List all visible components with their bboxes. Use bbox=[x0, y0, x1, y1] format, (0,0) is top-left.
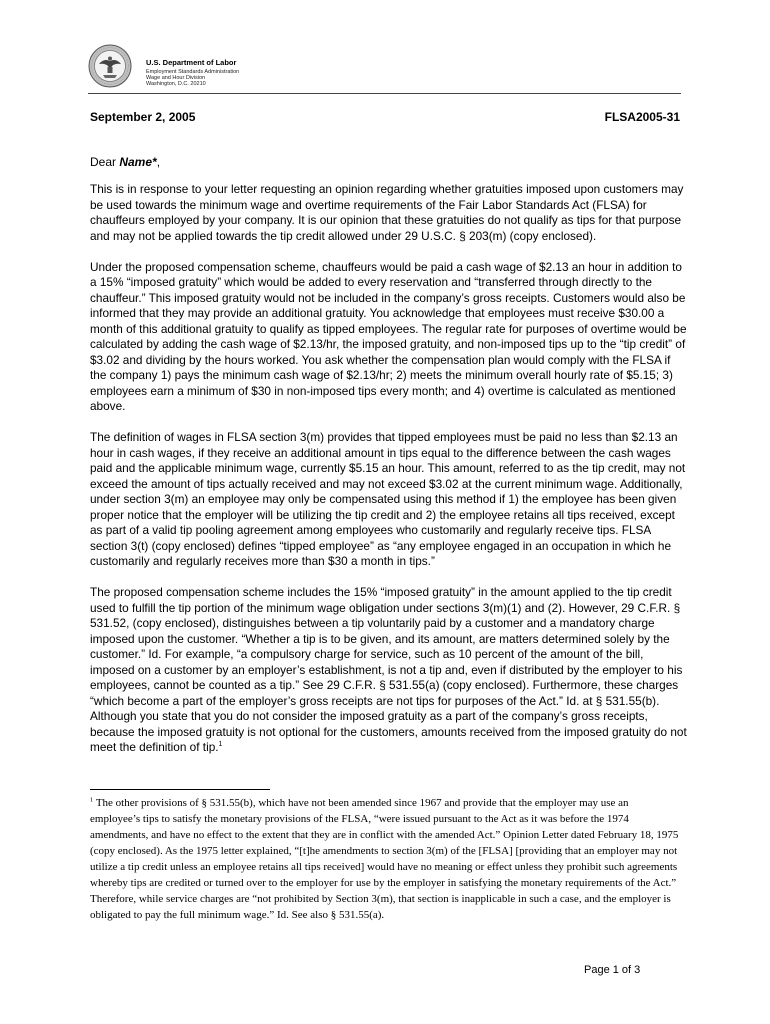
agency-name: U.S. Department of Labor bbox=[146, 58, 237, 67]
letter-reference: FLSA2005-31 bbox=[604, 110, 680, 124]
salutation-prefix: Dear bbox=[90, 155, 120, 169]
footnote-marker: 1 bbox=[90, 796, 94, 804]
department-of-labor-seal-icon bbox=[88, 44, 132, 88]
agency-subline: Wage and Hour Division bbox=[146, 74, 206, 81]
letterhead-divider bbox=[88, 93, 681, 94]
salutation-suffix: , bbox=[156, 155, 161, 169]
paragraph: The definition of wages in FLSA section 3(m) provides that tipped employees must be paid no less than $2.13 an hour in cash wages, if they receive an additional amount in tips equal to the difference between the cash wages paid and the applicable minimum wage, currently $5.15 an hour. This amount, referred to as the tip credit, may not exceed the amount of tips actually received and may not exceed $3.02 at the current minimum wage. Additionally, under section 3(m) an employee may only be compensated using this method if 1) the employee has been given proper notice that the employer will be utilizing the tip credit and 2) the employee retains all tips received, except as part of a valid tip pooling agreement among employees who customarily and regularly receive tips. FLSA section 3(t) (copy enclosed) defines “tipped employee” as “any employee engaged in an occupation in which he customarily and regularly receives more than $30 a month in tips.” bbox=[90, 430, 686, 568]
agency-subline: Employment Standards Administration bbox=[146, 68, 240, 75]
letterhead bbox=[88, 44, 688, 94]
footnote-divider bbox=[90, 789, 270, 790]
letter-date: September 2, 2005 bbox=[90, 110, 196, 124]
paragraph: Under the proposed compensation scheme, chauffeurs would be paid a cash wage of $2.13 an hour in addition to a 15% “imposed gratuity” which would be added to every reservation and “transferred through directly to the chauffeur.” This imposed gratuity would not be included in the company’s gross receipts. Customers would also be informed that they may provide an additional gratuity. You acknowledge that employees must receive $30.00 a month of this additional gratuity to qualify as tipped employees. The regular rate for purposes of overtime would be calculated by adding the cash wage of $2.13/hr, the imposed gratuity, and non-imposed tips up to the “tip credit” of $3.02 and dividing by the hours worked. You ask whether the compensation plan would comply with the FLSA if the company 1) pays the minimum cash wage of $2.13/hr; 2) meets the minimum overall hourly rate of $5.15; 3) employees earn a minimum of $30 in non-imposed tips every month; and 4) overtime is calculated as mentioned above. bbox=[90, 259, 687, 413]
agency-subline: Washington, D.C. 20210 bbox=[146, 80, 206, 87]
footnote-reference[interactable]: 1 bbox=[218, 741, 223, 749]
paragraph-text: The proposed compensation scheme includes the 15% “imposed gratuity” in the amount applied to the tip credit used to fulfill the tip portion of the minimum wage obligation under sections 3(m)(1) and (2). However, 29 C.F.R. § 531.52, (copy enclosed), distinguishes between a tip voluntarily paid by a customer and a mandatory charge imposed upon the customer. “Whether a tip is to be given, and its amount, are matters determined solely by the customer.” Id. For example, “a compulsory charge for service, such as 10 percent of the amount of the bill, imposed on a customer by an employer’s establishment, is not a tip and, even if distributed by the employer to his employees, cannot be counted as a tip.” See 29 C.F.R. § 531.55(a) (copy enclosed). Furthermore, these charges “which become a part of the employer’s gross receipts are not tips for purposes of the Act.” Id. at § 531.55(b). Although you state that you do not consider the imposed gratuity as a part of the company’s gross receipts, because the imposed gratuity is not optional for the customers, amounts received from the imposed gratuity do not meet the definition of tip. bbox=[90, 585, 687, 754]
paragraph bbox=[90, 585, 687, 756]
agency-block bbox=[146, 59, 239, 87]
paragraph: This is in response to your letter requesting an opinion regarding whether gratuities imposed upon customers may be used towards the minimum wage and overtime requirements of the Fair Labor Standards Act (FLSA) for chauffeurs employed by your company. It is our opinion that these gratuities do not qualify as tips for that purpose and may not be applied towards the tip credit allowed under 29 U.S.C. § 203(m) (copy enclosed). bbox=[90, 182, 684, 243]
page-number: Page 1 of 3 bbox=[584, 964, 641, 976]
recipient-name: Name* bbox=[119, 155, 157, 169]
letter-body bbox=[90, 182, 687, 771]
footnote-text: The other provisions of § 531.55(b), which have not been amended since 1967 and provide that the employer may use an employee’s tips to satisfy the monetary provisions of the FLSA, “were issued pursuant to the Act as it was before the 1974 amendments, and have no effect to the extent that they are in conflict with the amended Act.” Opinion Letter dated February 18, 1975 (copy enclosed). As the 1975 letter explained, “[t]he amendments to section 3(m) of the [FLSA] [providing that an employer may not utilize a tip credit unless an employee retains all tips received] would have no meaning or effect unless they prohibit such agreements whereby tips are credited or turned over to the employer for use by the employer in satisfying the monetary requirements of the Act.” Therefore, while service charges are “not prohibited by Section 3(m), that section is inapplicable in such a case, and the employer is obligated to pay the full minimum wage.” Id. See also § 531.55(a). bbox=[90, 797, 679, 921]
salutation bbox=[90, 155, 160, 169]
footnote bbox=[90, 795, 680, 923]
